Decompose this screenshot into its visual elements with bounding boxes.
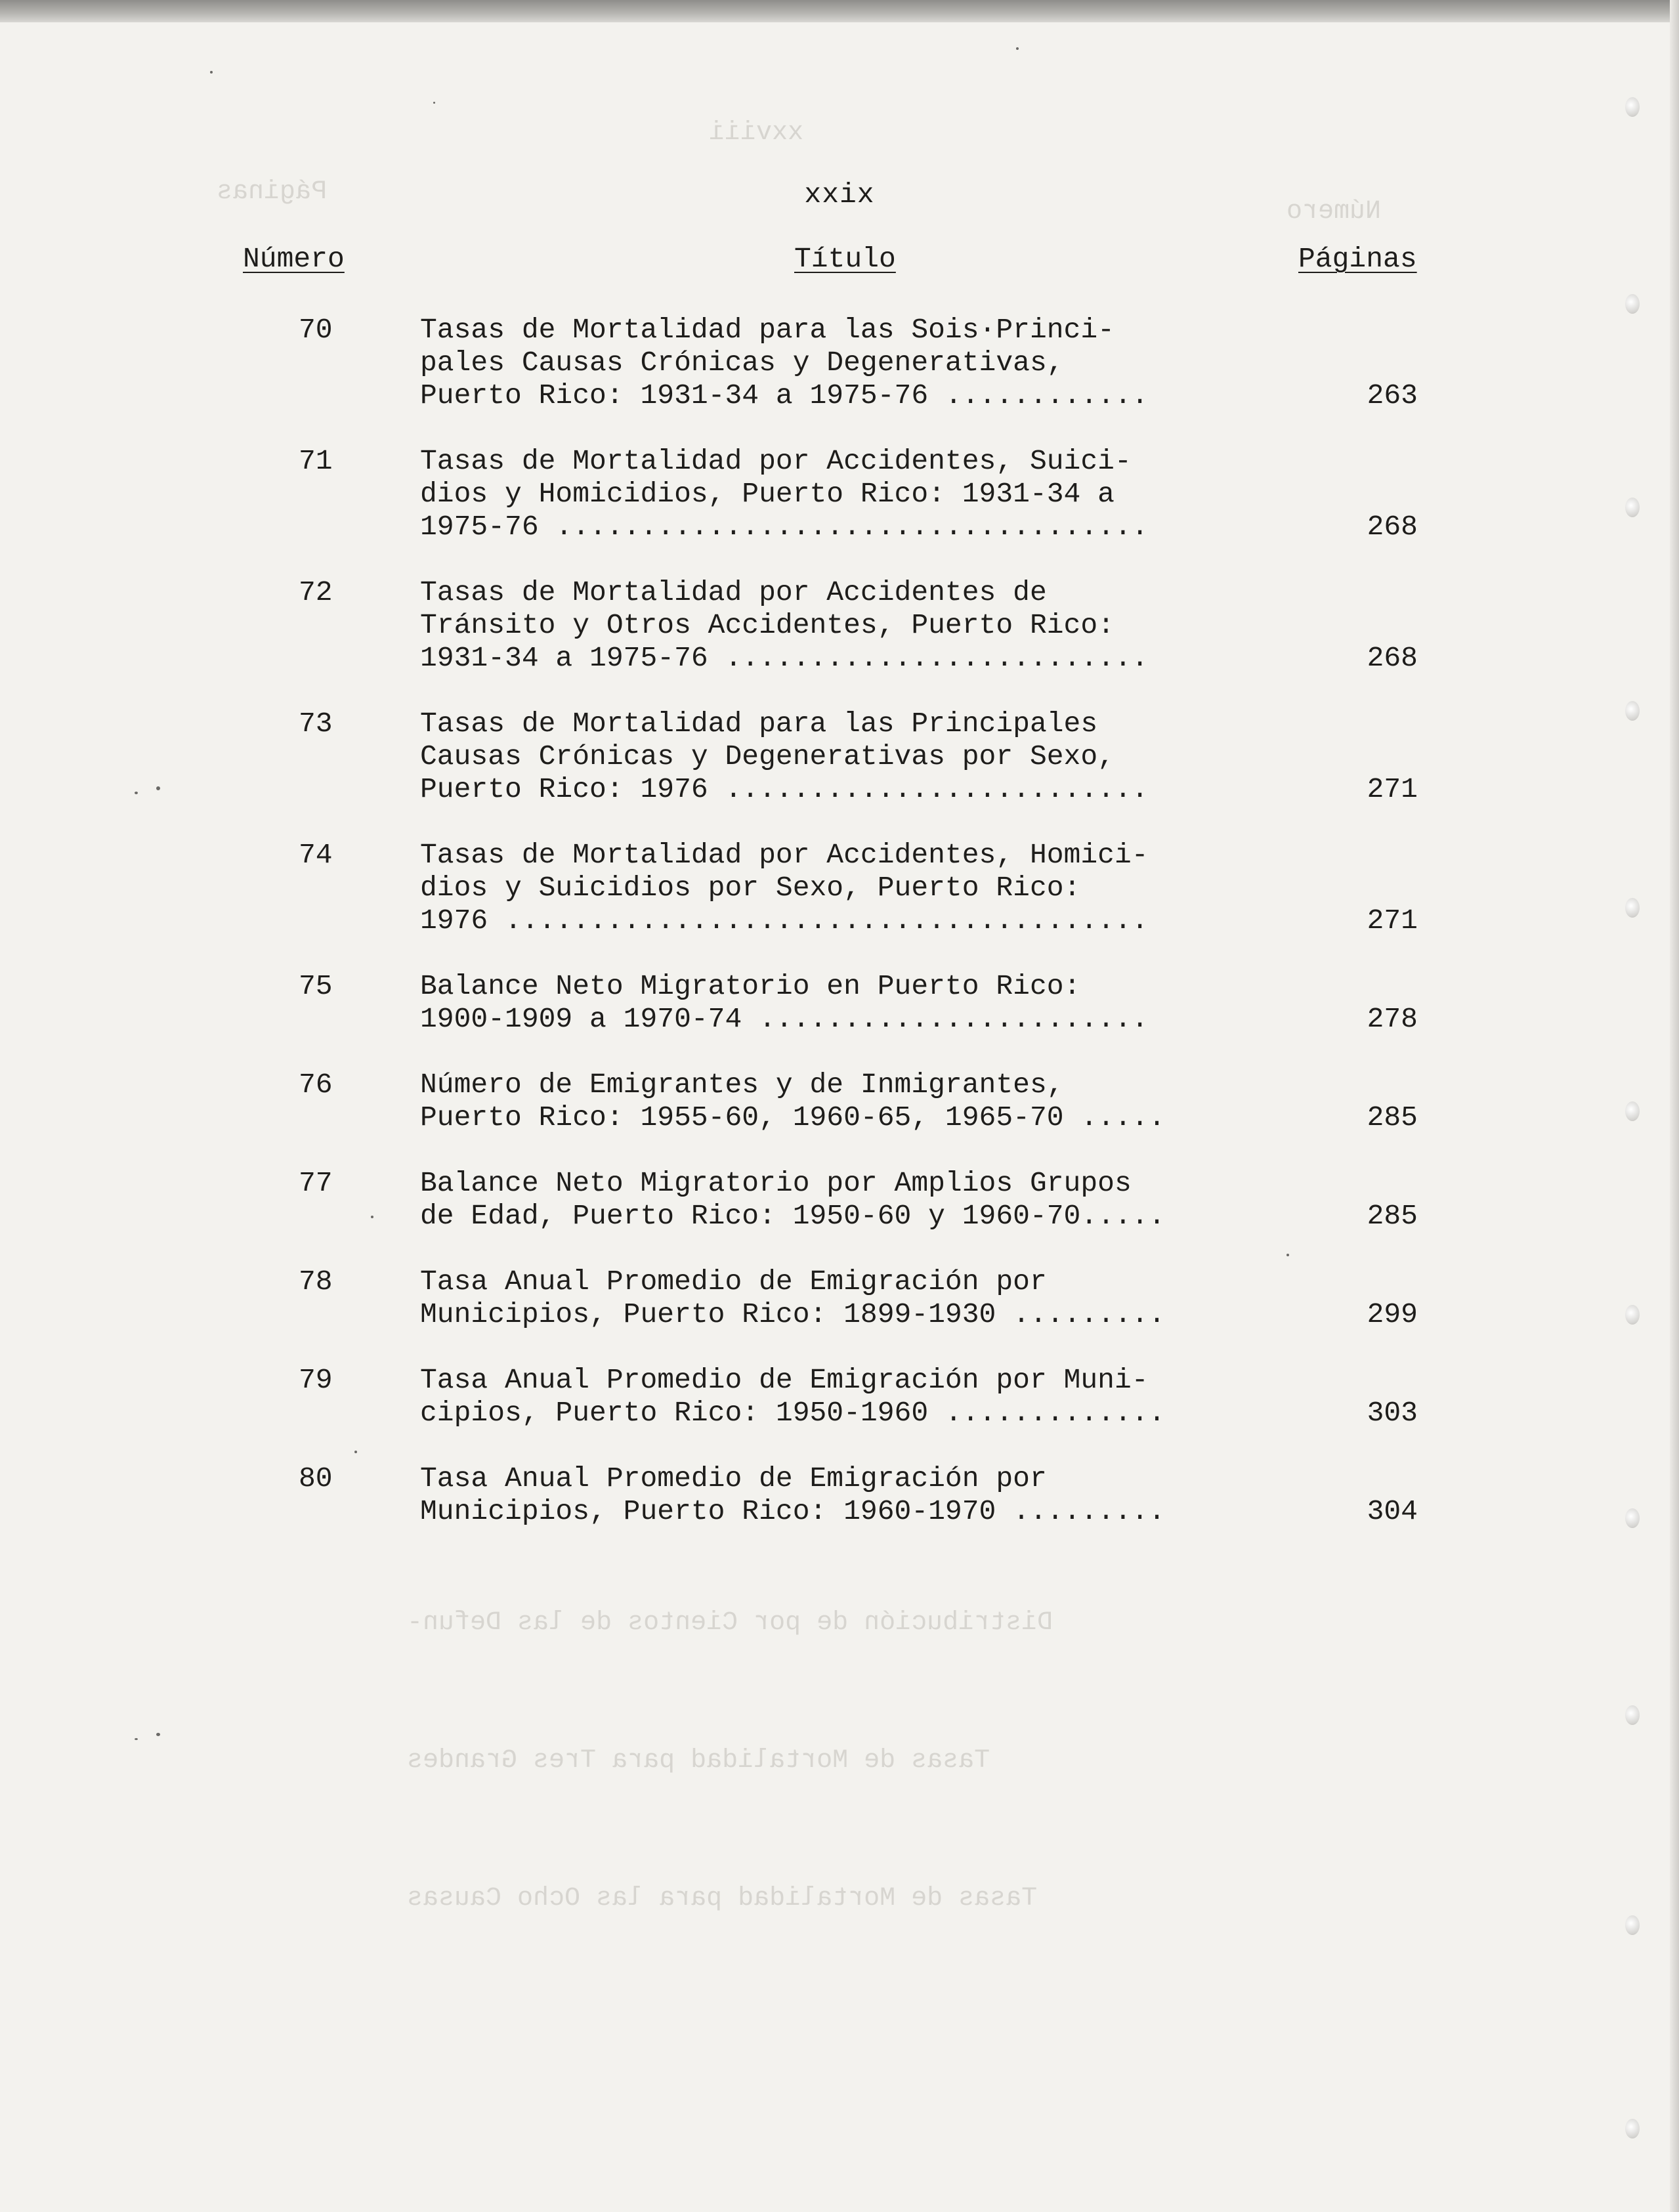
entry-page: 268 — [1367, 511, 1418, 543]
header-title: Título — [794, 243, 896, 275]
punch-hole — [1625, 97, 1640, 117]
entry-title: Tasas de Mortalidad para las Sois·Princi- pales Causas Crónicas y Degenerativas, Puerto Rico: 1931-34 a 1975-76 ............ — [420, 314, 1149, 412]
entry-title: Balance Neto Migratorio en Puerto Rico: 1900-1909 a 1970-74 ....................... — [420, 970, 1149, 1035]
entry-number: 77 — [299, 1167, 333, 1199]
entry-title: Tasas de Mortalidad por Accidentes de Tránsito y Otros Accidentes, Puerto Rico: 1931-34 a 1975-76 ......................... — [420, 576, 1149, 674]
entry-number: 79 — [299, 1364, 333, 1396]
entry-title: Tasa Anual Promedio de Emigración por Municipios, Puerto Rico: 1960-1970 ......... — [420, 1462, 1166, 1527]
entry-title: Tasa Anual Promedio de Emigración por Municipios, Puerto Rico: 1899-1930 ......... — [420, 1266, 1166, 1330]
punch-hole — [1625, 701, 1640, 721]
entry-title: Número de Emigrantes y de Inmigrantes, Puerto Rico: 1955-60, 1960-65, 1965-70 ..... — [420, 1069, 1166, 1134]
entry-page: 278 — [1367, 1003, 1418, 1035]
entry-page: 285 — [1367, 1101, 1418, 1134]
punch-hole — [1625, 898, 1640, 918]
header-number: Número — [243, 243, 345, 275]
punch-hole — [1625, 1915, 1640, 1935]
entry-page: 304 — [1367, 1495, 1418, 1527]
punch-hole — [1625, 2119, 1640, 2138]
scan-speck — [135, 792, 138, 794]
scan-speck — [156, 786, 160, 790]
punch-hole — [1625, 294, 1640, 314]
bleed-through-text: Tasas de Mortalidad para Tres Grandes — [407, 1746, 990, 1776]
entry-number: 76 — [299, 1069, 333, 1101]
entry-title: Tasa Anual Promedio de Emigración por Muni- cipios, Puerto Rico: 1950-1960 ............. — [420, 1364, 1166, 1429]
bleed-through-text: Número — [1286, 197, 1382, 226]
bleed-through-text: Distribución de por Cientos de las Defun- — [407, 1608, 1053, 1638]
entry-page: 263 — [1367, 379, 1418, 412]
entry-number: 73 — [299, 708, 333, 740]
entry-page: 303 — [1367, 1397, 1418, 1429]
entry-number: 72 — [299, 576, 333, 608]
bleed-through-text: Páginas — [217, 177, 328, 207]
page-number: xxix — [804, 179, 875, 211]
entry-number: 74 — [299, 839, 333, 871]
punch-hole — [1625, 498, 1640, 517]
entry-number: 80 — [299, 1462, 333, 1495]
scan-speck — [156, 1733, 160, 1736]
punch-hole — [1625, 1705, 1640, 1725]
scan-speck — [210, 71, 213, 74]
punch-hole — [1625, 1101, 1640, 1121]
entry-number: 70 — [299, 314, 333, 346]
entry-page: 268 — [1367, 642, 1418, 674]
scan-speck — [135, 1738, 138, 1740]
header-pages: Páginas — [1298, 243, 1417, 275]
punch-hole — [1625, 1305, 1640, 1325]
entry-title: Tasas de Mortalidad por Accidentes, Homici- dios y Suicidios por Sexo, Puerto Rico: 1976 ...................................... — [420, 839, 1149, 937]
entry-number: 75 — [299, 970, 333, 1002]
scan-speck — [371, 1216, 373, 1218]
scan-speck — [433, 102, 435, 104]
entry-number: 71 — [299, 445, 333, 477]
bleed-through-text: Tasas de Mortalidad para las Ocho Causas — [407, 1884, 1038, 1913]
scan-speck — [354, 1451, 357, 1453]
punch-hole — [1625, 1508, 1640, 1528]
entry-page: 285 — [1367, 1200, 1418, 1232]
entry-title: Tasas de Mortalidad por Accidentes, Suici- dios y Homicidios, Puerto Rico: 1931-34 a 1975-76 ................................... — [420, 445, 1149, 543]
scan-speck — [1286, 1254, 1289, 1256]
entry-page: 271 — [1367, 773, 1418, 805]
scan-speck — [1016, 47, 1019, 50]
entry-number: 78 — [299, 1266, 333, 1298]
bleed-through-text: xxviii — [709, 118, 804, 148]
entry-page: 299 — [1367, 1298, 1418, 1330]
entry-title: Balance Neto Migratorio por Amplios Grupos de Edad, Puerto Rico: 1950-60 y 1960-70..... — [420, 1167, 1166, 1232]
entry-title: Tasas de Mortalidad para las Principales Causas Crónicas y Degenerativas por Sexo, Puerto Rico: 1976 ......................... — [420, 708, 1149, 805]
entry-page: 271 — [1367, 904, 1418, 937]
